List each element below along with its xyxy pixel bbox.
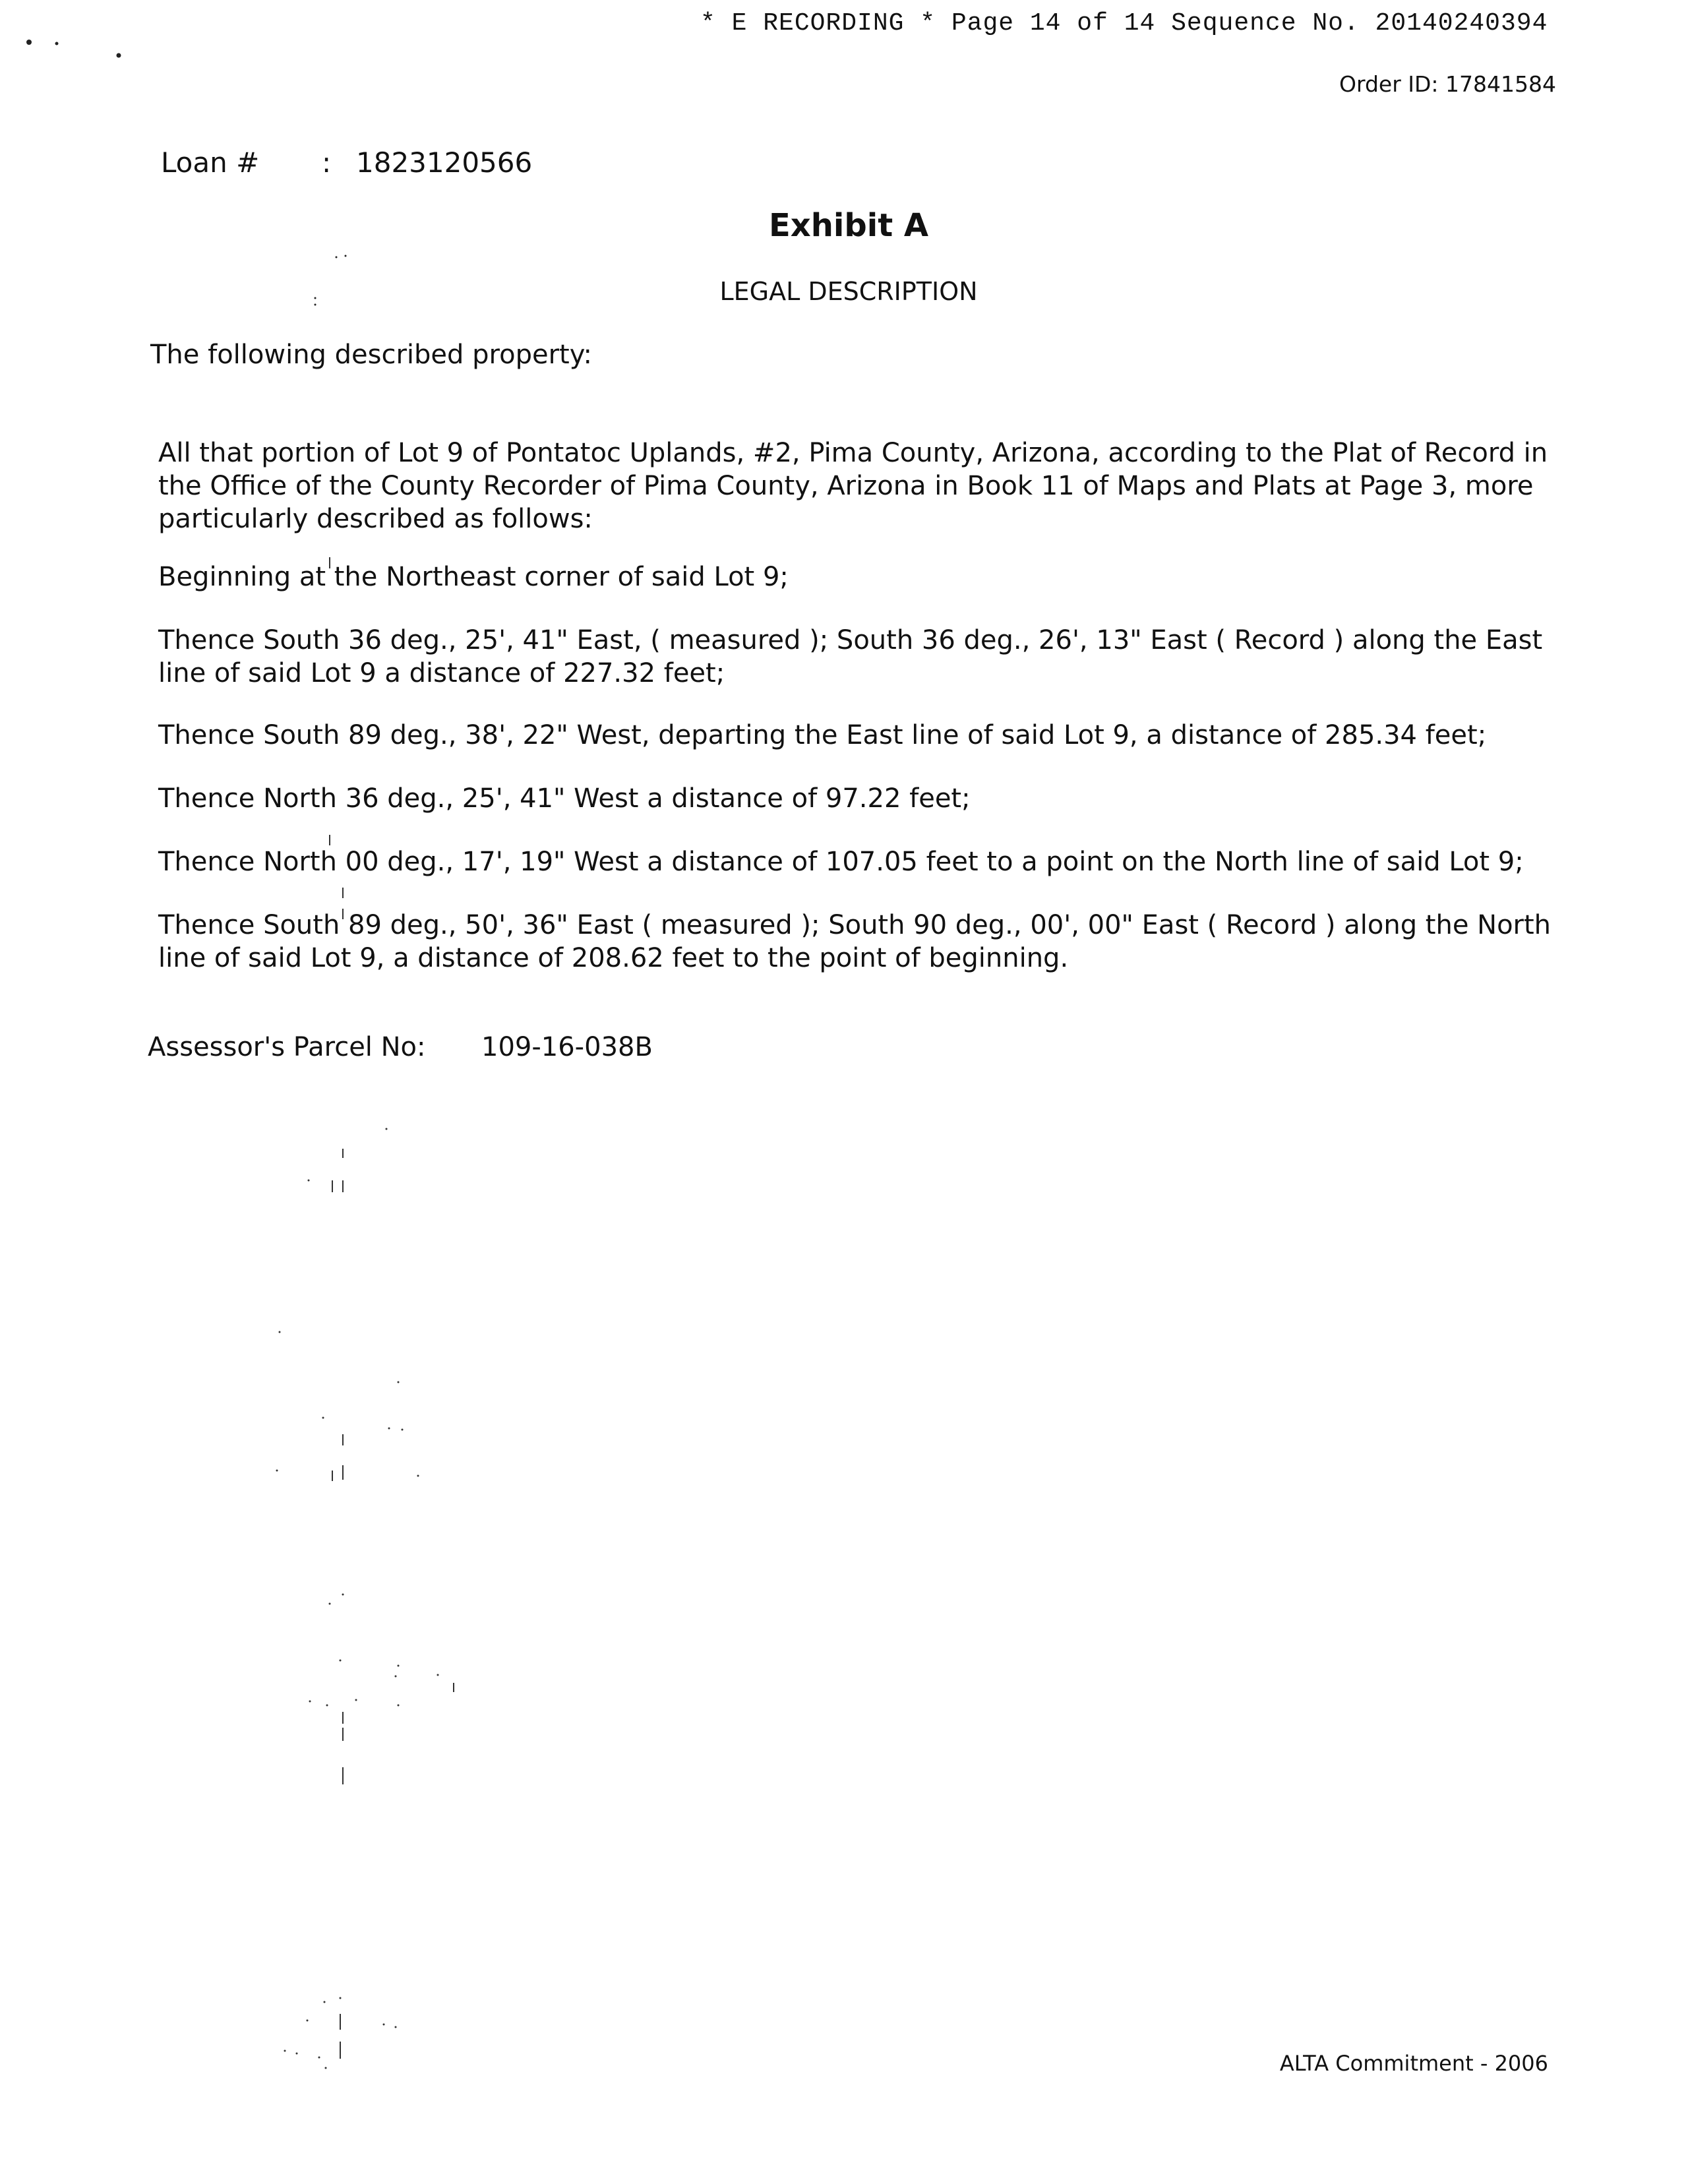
description-paragraph: Thence South 89 deg., 38', 22" West, departing the East line of said Lot 9, a distance of 285.34 feet; bbox=[158, 720, 1487, 750]
description-paragraph: Beginning at the Northeast corner of said Lot 9; bbox=[158, 562, 789, 592]
description-paragraph: Thence North 00 deg., 17', 19" West a distance of 107.05 feet to a point on the North line of said Lot 9; bbox=[158, 847, 1524, 877]
order-id: Order ID: 17841584 bbox=[1339, 71, 1556, 97]
intro-text: The following described property: bbox=[150, 340, 592, 370]
description-paragraph: All that portion of Lot 9 of Pontatoc Uplands, #2, Pima County, Arizona, according to the Plat of Record in the Office of the County Recorder of Pima County, Arizona in Book 11 of Maps and Plats at Page 3, more particularly described as follows: bbox=[158, 438, 1548, 534]
parcel-label: Assessor's Parcel No: bbox=[148, 1032, 426, 1062]
description-paragraph: Thence South 89 deg., 50', 36" East ( measured ); South 90 deg., 00', 00" East ( Record ) along the North line of said Lot 9, a distance of 208.62 feet to the point of beginning. bbox=[158, 910, 1552, 973]
parcel-number: 109-16-038B bbox=[481, 1032, 653, 1062]
description-paragraph: Thence South 36 deg., 25', 41" East, ( measured ); South 36 deg., 26', 13" East ( Record ) along the East line of said Lot 9 a distance of 227.32 feet; bbox=[158, 625, 1543, 688]
footer-text: ALTA Commitment - 2006 bbox=[1279, 2051, 1548, 2076]
recording-header: * E RECORDING * Page 14 of 14 Sequence No. 20140240394 bbox=[700, 9, 1548, 38]
loan-number: 1823120566 bbox=[356, 146, 533, 179]
loan-label: Loan # bbox=[161, 146, 260, 179]
legal-description-heading: LEGAL DESCRIPTION bbox=[719, 277, 978, 306]
exhibit-title: Exhibit A bbox=[769, 207, 928, 244]
loan-separator: : bbox=[322, 146, 332, 179]
description-paragraph: Thence North 36 deg., 25', 41" West a distance of 97.22 feet; bbox=[158, 783, 971, 814]
